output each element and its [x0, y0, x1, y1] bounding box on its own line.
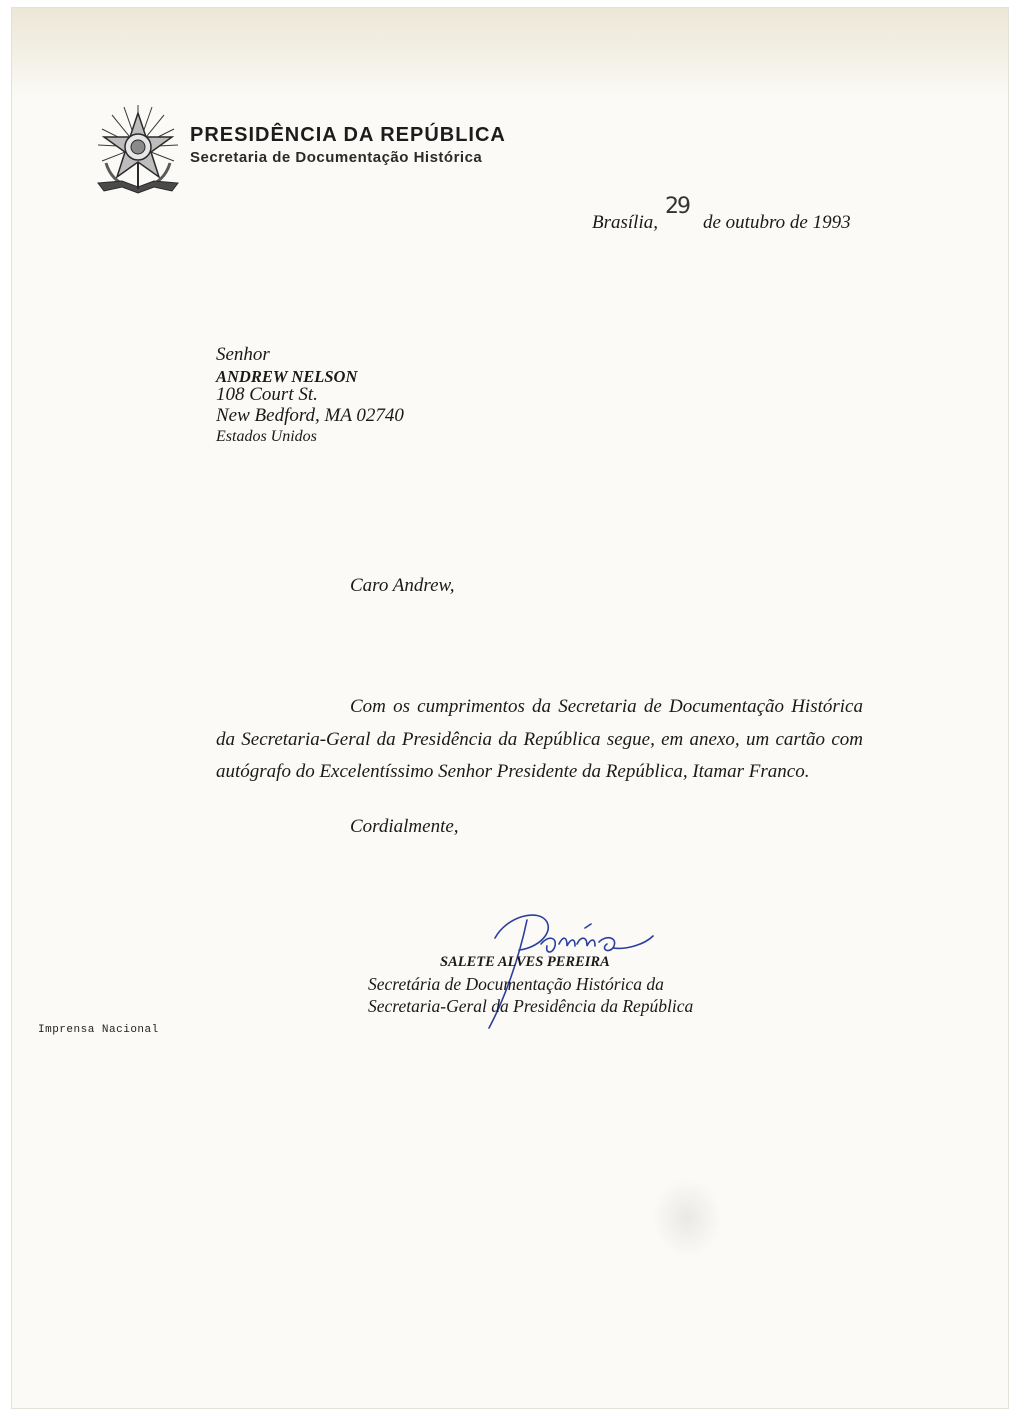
- dateline: [572, 194, 872, 248]
- handwritten-signature: [467, 898, 667, 1048]
- recipient-city: New Bedford, MA 02740: [216, 405, 404, 426]
- letter-body: Com os cumprimentos da Secretaria de Documentação Histórica da Secretaria-Geral da Presidência da República segue, em anexo, um cartão com autógrafo do Excelentíssimo Senhor Presidente da República, Itamar Franco.: [216, 696, 863, 782]
- dateline-month-year: de outubro de 1993: [703, 212, 851, 233]
- signer-title-line-1: Secretária de Documentação Histórica da: [368, 974, 664, 994]
- recipient-salutation: Senhor: [216, 344, 270, 365]
- recipient-street: 108 Court St.: [216, 384, 318, 405]
- letter-page: [12, 8, 1008, 1408]
- closing: Cordialmente,: [350, 816, 459, 837]
- paper-top-shading: [12, 8, 1008, 98]
- signer-title-line-2: Secretaria-Geral da Presidência da República: [368, 996, 694, 1016]
- recipient-country: Estados Unidos: [216, 428, 317, 445]
- dateline-handwritten-day: 29: [665, 194, 689, 219]
- dateline-city: Brasília,: [592, 212, 658, 233]
- greeting: Caro Andrew,: [350, 575, 455, 596]
- recipient-name: ANDREW NELSON: [216, 367, 358, 386]
- signer-name: SALETE ALVES PEREIRA: [440, 954, 610, 970]
- printer-imprint: Imprensa Nacional: [38, 1024, 159, 1036]
- letterhead-title: PRESIDÊNCIA DA REPÚBLICA: [190, 124, 506, 146]
- brazil-coat-of-arms-icon: [92, 103, 184, 195]
- paper-smudge: [652, 1178, 722, 1258]
- letterhead-subtitle: Secretaria de Documentação Histórica: [190, 149, 483, 166]
